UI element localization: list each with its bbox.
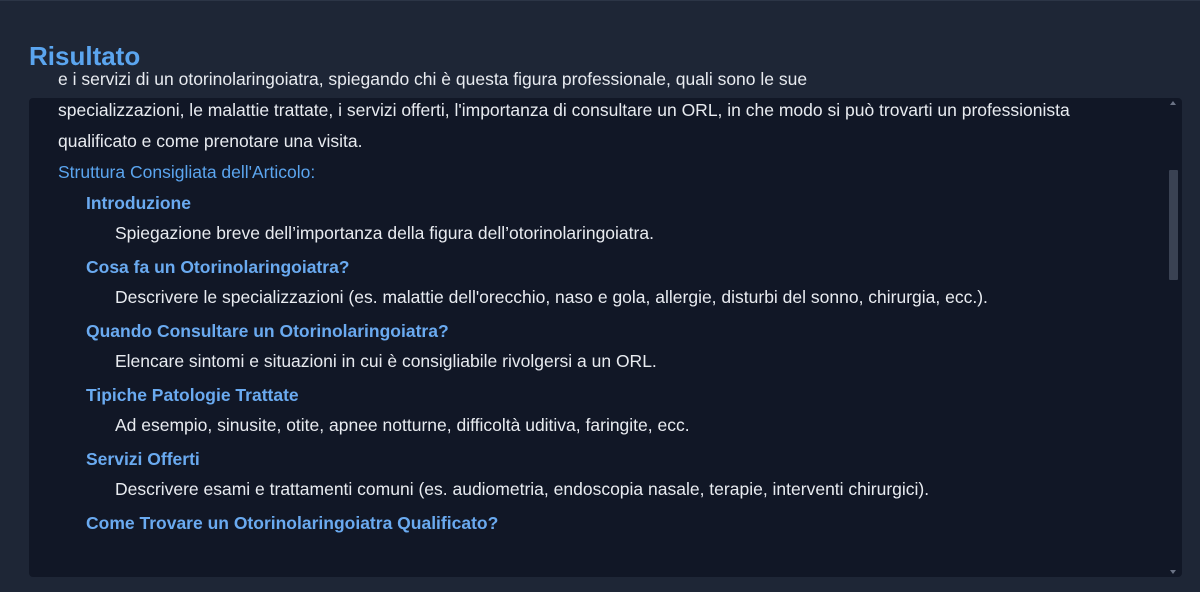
- scroll-up-arrow-icon[interactable]: [1170, 101, 1176, 105]
- section-item: [58, 508, 1138, 538]
- section-item: [58, 252, 1138, 313]
- section-description: Elencare sintomi e situazioni in cui è consigliabile rivolgersi a un ORL.: [115, 351, 657, 371]
- result-content: [58, 64, 1138, 541]
- scrollbar-thumb[interactable]: [1169, 170, 1178, 280]
- section-title: Quando Consultare un Otorinolaringoiatra?: [86, 321, 449, 341]
- section-description: Ad esempio, sinusite, otite, apnee notturne, difficoltà uditiva, faringite, ecc.: [115, 415, 690, 435]
- section-title: Come Trovare un Otorinolaringoiatra Qualificato?: [86, 513, 499, 533]
- section-title: Introduzione: [86, 193, 191, 213]
- section-description: Descrivere le specializzazioni (es. malattie dell'orecchio, naso e gola, allergie, disturbi del sonno, chirurgia, ecc.).: [115, 287, 988, 307]
- section-title: Servizi Offerti: [86, 449, 200, 469]
- section-description: Descrivere esami e trattamenti comuni (es. audiometria, endoscopia nasale, terapie, interventi chirurgici).: [115, 479, 930, 499]
- section-item: [58, 444, 1138, 505]
- structure-heading: Struttura Consigliata dell'Articolo:: [58, 162, 316, 182]
- section-item: [58, 188, 1138, 249]
- result-output-box[interactable]: [29, 69, 1182, 577]
- section-item: [58, 316, 1138, 377]
- scroll-down-arrow-icon[interactable]: [1170, 570, 1176, 574]
- vertical-scrollbar[interactable]: [1165, 98, 1182, 577]
- section-item: [58, 380, 1138, 441]
- section-title: Tipiche Patologie Trattate: [86, 385, 299, 405]
- intro-partial-line: e i servizi di un otorinolaringoiatra, spiegando chi è questa figura professionale, quali sono le sue: [58, 69, 808, 89]
- intro-paragraph: specializzazioni, le malattie trattate, i servizi offerti, l'importanza di consultare un ORL, in che modo si può trovarti un professionista qualificato e come prenotare una visita.: [58, 100, 1070, 151]
- panel-title: Risultato: [29, 41, 141, 71]
- section-title: Cosa fa un Otorinolaringoiatra?: [86, 257, 350, 277]
- section-description: Spiegazione breve dell’importanza della figura dell’otorinolaringoiatra.: [115, 223, 654, 243]
